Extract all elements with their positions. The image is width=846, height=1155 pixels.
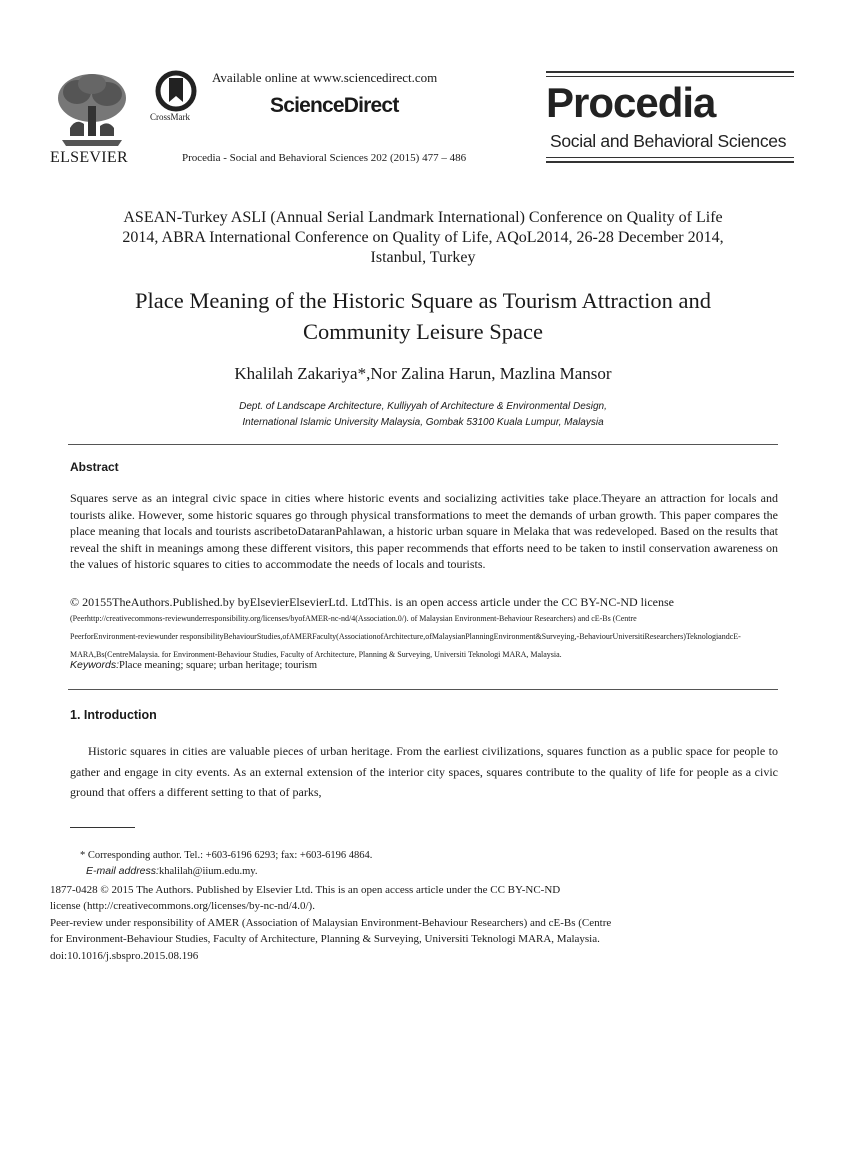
- crossmark-label: CrossMark: [150, 112, 190, 122]
- affiliation: [60, 399, 786, 431]
- paper-title-line: Community Leisure Space: [303, 319, 543, 344]
- divider-bottom: [68, 689, 778, 690]
- email-address[interactable]: khalilah@iium.edu.my.: [158, 866, 258, 877]
- footnote-rule: [70, 827, 135, 828]
- procedia-subtitle: Social and Behavioral Sciences: [550, 131, 787, 151]
- affiliation-line: International Islamic University Malaysia, Gombak 53100 Kuala Lumpur, Malaysia: [242, 417, 604, 428]
- elsevier-tree-logo: [52, 70, 132, 148]
- license-line: MARA,Bs(CentreMalaysia. for Environment-Behaviour Studies, Faculty of Architecture, Planning & Surveying, Universiti Teknologi MARA, Malaysia.: [70, 650, 562, 659]
- footer-line: for Environment-Behaviour Studies, Faculty of Architecture, Planning & Surveying, Universiti Teknologi MARA, Malaysia.: [50, 933, 600, 946]
- abstract-body: Squares serve as an integral civic space in cities where historic events and socializing activities take place.Theyare an attraction for locals and tourists alike. However, some historic squares go through physical transformations to meet the demands of urban growth. This paper compares the place meaning that locals and tourists ascribetoDataranPahlawan, a historic urban square in Melaka that was redeveloped. Based on the results that reveal the shift in meanings among these different visitors, this paper recommends that efforts need to be taken to instil conservation awareness on the values of historic squares to cities to accommodate the needs of locals and tourists.: [70, 491, 778, 572]
- keywords-list: Place meaning; square; urban heritage; tourism: [119, 660, 318, 671]
- footer-line: Peer-review under responsibility of AMER (Association of Malaysian Environment-Behaviour Researchers) and cE-Bs (Centre: [50, 916, 612, 929]
- conference-line: ASEAN-Turkey ASLI (Annual Serial Landmark International) Conference on Quality of Life: [123, 209, 723, 226]
- license-line: (Peerhttp://creativecommons-reviewunderresponsibility.org/licenses/byofAMER-nc-nd/4(Association.0/). of Malaysian Environment-Behaviour Researchers) and cE-Bs (Centre: [70, 614, 637, 623]
- copyright-line: © 20155TheAuthors.Published.by byElsevierElsevierLtd. LtdThis. is an open access article under the CC BY-NC-ND license: [70, 595, 674, 609]
- journal-citation: Procedia - Social and Behavioral Sciences 202 (2015) 477 – 486: [182, 152, 467, 164]
- publisher-name: ELSEVIER: [50, 149, 128, 166]
- procedia-rule-bottom: [546, 157, 794, 158]
- affiliation-line: Dept. of Landscape Architecture, Kulliyyah of Architecture & Environmental Design,: [239, 401, 607, 412]
- abstract-heading: Abstract: [70, 460, 119, 474]
- corresponding-author: * Corresponding author. Tel.: +603-6196 6293; fax: +603-6196 4864.: [80, 850, 373, 861]
- keywords: [70, 659, 778, 671]
- introduction-paragraph: Historic squares in cities are valuable pieces of urban heritage. From the earliest civilizations, squares function as a public space for people to gather and engage in city events. As an external extension of the interior city spaces, squares contribute to the quality of life for people as a civic ground that offers a different setting to that of parks,: [70, 744, 778, 799]
- authors: Khalilah Zakariya*,Nor Zalina Harun, Mazlina Mansor: [234, 364, 612, 383]
- procedia-rule-top-thin: [546, 76, 794, 77]
- section-heading-introduction: 1. Introduction: [70, 708, 157, 722]
- procedia-rule-top: [546, 71, 794, 73]
- doi[interactable]: doi:10.1016/j.sbspro.2015.08.196: [50, 949, 199, 962]
- keywords-label: Keywords:: [70, 659, 120, 671]
- available-online-text: Available online at www.sciencedirect.com: [212, 70, 438, 85]
- footer-license-link[interactable]: license (http://creativecommons.org/licenses/by-nc-nd/4.0/).: [50, 900, 315, 913]
- license-notice: [70, 610, 778, 664]
- paper-title-line: Place Meaning of the Historic Square as Tourism Attraction and: [134, 288, 711, 313]
- conference-line: 2014, ABRA International Conference on Quality of Life, AQoL2014, 26-28 December 2014,: [122, 229, 724, 246]
- license-line: PeerforEnvironment-reviewunder responsibilityBehaviourStudies,ofAMERFaculty(AssociationofArchitecture,ofMalaysianPlanningEnvironment&Surveying,-BehaviourUniversitiResearchers)TeknologiandcE-: [70, 632, 741, 641]
- paper-title: [60, 285, 786, 347]
- procedia-rule-bottom-thick: [546, 161, 794, 163]
- email-label: E-mail address:: [86, 865, 159, 877]
- divider-top: [68, 444, 778, 445]
- procedia-logo: Procedia: [546, 79, 716, 126]
- footer-line: 1877-0428 © 2015 The Authors. Published by Elsevier Ltd. This is an open access article under the CC BY-NC-ND: [50, 884, 561, 896]
- email-line: [86, 864, 257, 879]
- conference-info: [60, 208, 786, 268]
- conference-line: Istanbul, Turkey: [370, 249, 476, 266]
- sciencedirect-logo[interactable]: ScienceDirect: [270, 94, 399, 117]
- publication-footer: [50, 882, 750, 964]
